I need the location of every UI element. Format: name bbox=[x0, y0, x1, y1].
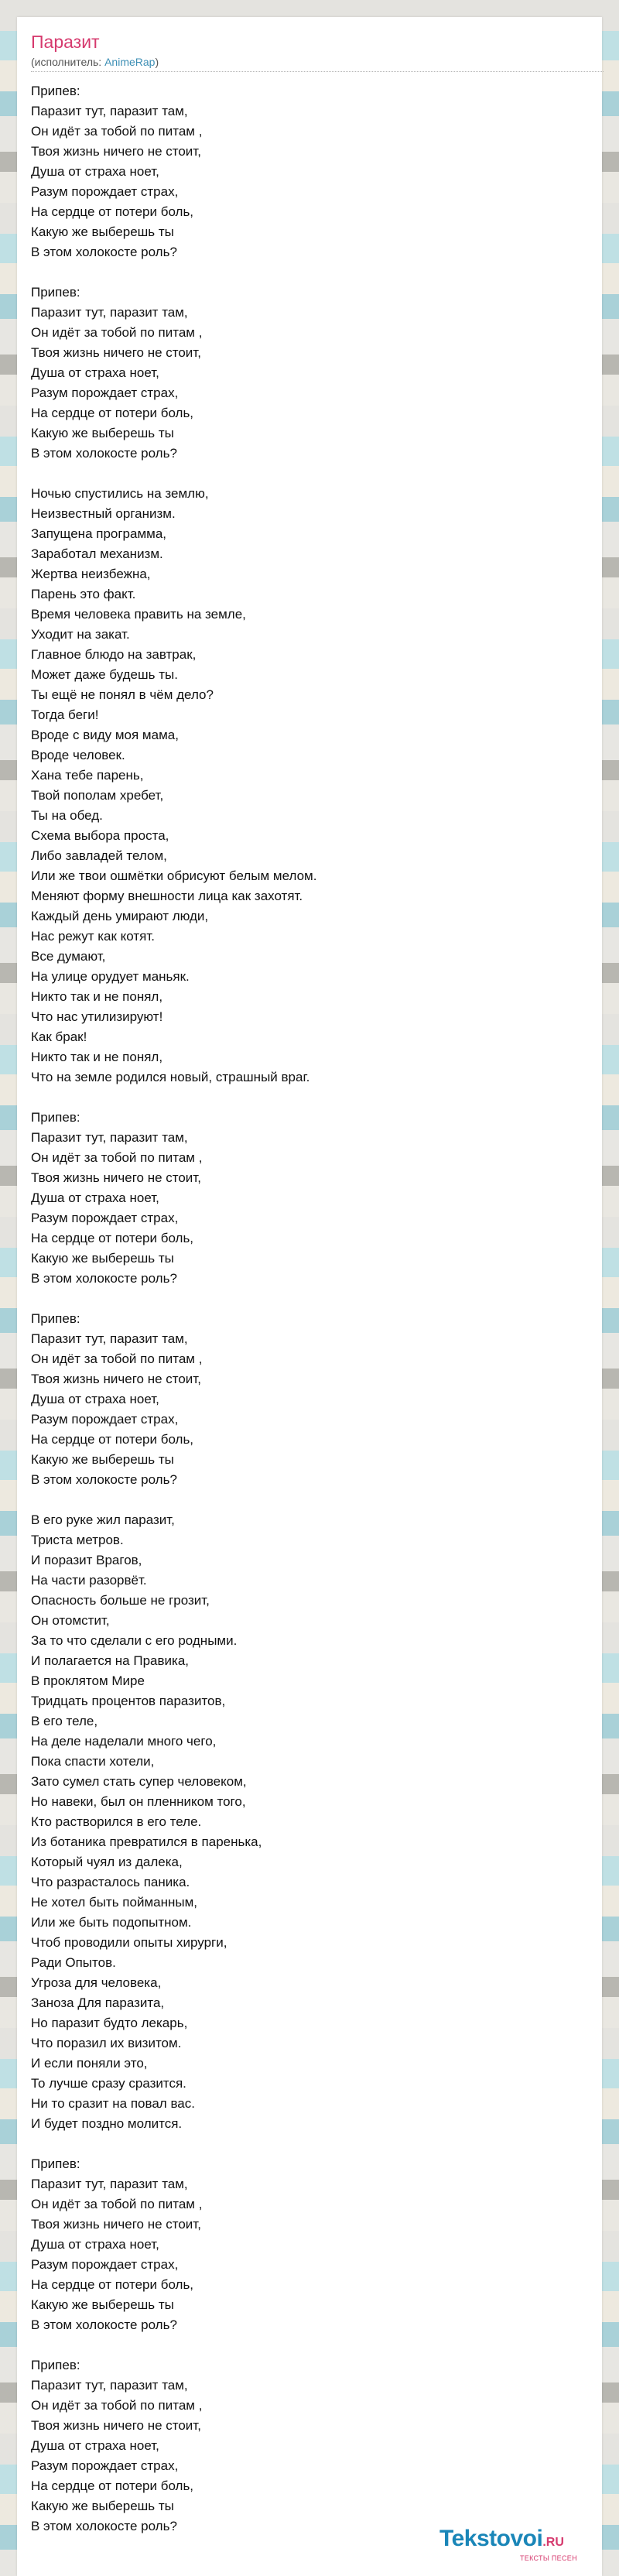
stanza-gap bbox=[31, 464, 588, 484]
lyric-line: На сердце от потери боль, bbox=[31, 204, 194, 219]
lyric-line: Душа от страха ноет, bbox=[31, 365, 159, 380]
lyric-line: Может даже будешь ты. bbox=[31, 667, 178, 682]
lyric-line: Душа от страха ноет, bbox=[31, 1190, 159, 1205]
lyric-line: Разум порождает страх, bbox=[31, 1412, 179, 1427]
performer-link[interactable]: AnimeRap bbox=[104, 56, 156, 68]
lyric-line: Главное блюдо на завтрак, bbox=[31, 647, 197, 662]
stanza-gap bbox=[31, 2134, 588, 2154]
lyric-line: Все думают, bbox=[31, 949, 106, 964]
lyric-line: Твой пополам хребет, bbox=[31, 788, 164, 803]
lyric-line: Что поразил их визитом. bbox=[31, 2036, 182, 2050]
lyric-line: Ради Опытов. bbox=[31, 1955, 116, 1970]
lyric-line: Припев: bbox=[31, 84, 80, 98]
lyric-line: Разум порождает страх, bbox=[31, 2257, 179, 2272]
stanza-gap bbox=[31, 2335, 588, 2355]
lyric-line: Твоя жизнь ничего не стоит, bbox=[31, 2418, 201, 2433]
lyric-line: Никто так и не понял, bbox=[31, 1050, 163, 1064]
lyric-line: И полагается на Правика, bbox=[31, 1653, 190, 1668]
lyric-line: Или же быть подопытном. bbox=[31, 1915, 192, 1930]
lyric-line: Твоя жизнь ничего не стоит, bbox=[31, 1170, 201, 1185]
lyric-line: Зато сумел стать супер человеком, bbox=[31, 1774, 247, 1789]
lyric-line: Хана тебе парень, bbox=[31, 768, 144, 783]
lyric-line: Он идёт за тобой по питам , bbox=[31, 2398, 203, 2413]
lyric-line: В этом холокосте роль? bbox=[31, 2519, 177, 2533]
lyric-line: Тогда беги! bbox=[31, 707, 99, 722]
lyric-line: На части разорвёт. bbox=[31, 1573, 147, 1588]
lyric-line: Паразит тут, паразит там, bbox=[31, 2177, 188, 2191]
lyric-line: Разум порождает страх, bbox=[31, 1211, 179, 1225]
lyric-line: В этом холокосте роль? bbox=[31, 245, 177, 259]
lyric-line: Душа от страха ноет, bbox=[31, 2237, 159, 2252]
lyric-line: Паразит тут, паразит там, bbox=[31, 104, 188, 118]
lyric-line: Заработал механизм. bbox=[31, 546, 163, 561]
lyric-line: Ни то сразит на повал вас. bbox=[31, 2096, 195, 2111]
performer-line bbox=[31, 55, 159, 69]
lyric-line: Каждый день умирают люди, bbox=[31, 909, 209, 923]
lyric-line: Паразит тут, паразит там, bbox=[31, 2378, 188, 2393]
logo-wordmark: Tekstovoi bbox=[439, 2526, 543, 2551]
lyric-line: В этом холокосте роль? bbox=[31, 1472, 177, 1487]
lyric-line: Триста метров. bbox=[31, 1533, 124, 1547]
stanza-gap bbox=[31, 1490, 588, 1510]
lyric-line: Никто так и не понял, bbox=[31, 989, 163, 1004]
lyric-line: Который чуял из далека, bbox=[31, 1855, 183, 1869]
lyric-line: Схема выбора проста, bbox=[31, 828, 169, 843]
lyric-line: На деле наделали много чего, bbox=[31, 1734, 217, 1749]
lyric-line: Чтоб проводили опыты хирурги, bbox=[31, 1935, 227, 1950]
lyric-line: На улице орудует маньяк. bbox=[31, 969, 190, 984]
lyric-line: Не хотел быть пойманным, bbox=[31, 1895, 197, 1910]
lyric-line: И поразит Врагов, bbox=[31, 1553, 142, 1567]
lyric-line: На сердце от потери боль, bbox=[31, 1432, 194, 1447]
lyric-line: Парень это факт. bbox=[31, 587, 136, 601]
lyric-line: Опасность больше не грозит, bbox=[31, 1593, 210, 1608]
lyric-line: Угроза для человека, bbox=[31, 1975, 162, 1990]
lyric-line: За то что сделали с его родными. bbox=[31, 1633, 238, 1648]
lyric-line: Что нас утилизируют! bbox=[31, 1009, 163, 1024]
logo-domain: .RU bbox=[542, 2536, 564, 2549]
lyric-line: В этом холокосте роль? bbox=[31, 2317, 177, 2332]
lyric-line: Вроде человек. bbox=[31, 748, 125, 762]
lyric-line: Он идёт за тобой по питам , bbox=[31, 2197, 203, 2211]
performer-prefix: (исполнитель: bbox=[31, 56, 105, 68]
lyric-line: Припев: bbox=[31, 1311, 80, 1326]
lyric-line: И будет поздно молится. bbox=[31, 2116, 183, 2131]
lyric-line: Ты ещё не понял в чём дело? bbox=[31, 687, 214, 702]
lyric-line: Что на земле родился новый, страшный враг. bbox=[31, 1070, 310, 1084]
site-logo[interactable] bbox=[439, 2526, 577, 2562]
lyric-line: Припев: bbox=[31, 1110, 80, 1125]
stanza-gap bbox=[31, 1289, 588, 1309]
lyric-line: Паразит тут, паразит там, bbox=[31, 1331, 188, 1346]
lyric-line: На сердце от потери боль, bbox=[31, 2277, 194, 2292]
lyric-line: Припев: bbox=[31, 2358, 80, 2372]
lyric-line: Неизвестный организм. bbox=[31, 506, 176, 521]
logo-tagline: ТЕКСТЫ ПЕСЕН bbox=[520, 2554, 577, 2562]
lyric-line: Какую же выберешь ты bbox=[31, 2297, 174, 2312]
lyric-line: Либо завладей телом, bbox=[31, 848, 167, 863]
lyric-line: Меняют форму внешности лица как захотят. bbox=[31, 889, 303, 903]
lyric-line: Припев: bbox=[31, 2156, 80, 2171]
lyric-line: Кто растворился в его теле. bbox=[31, 1814, 202, 1829]
lyric-line: На сердце от потери боль, bbox=[31, 406, 194, 420]
lyric-line: Разум порождает страх, bbox=[31, 385, 179, 400]
lyric-line: В его руке жил паразит, bbox=[31, 1512, 175, 1527]
lyric-line: На сердце от потери боль, bbox=[31, 1231, 194, 1245]
lyric-line: Пока спасти хотели, bbox=[31, 1754, 155, 1769]
lyric-line: Тридцать процентов паразитов, bbox=[31, 1694, 226, 1708]
lyrics-text bbox=[31, 81, 588, 2537]
lyrics-page bbox=[17, 17, 602, 2576]
lyric-line: Твоя жизнь ничего не стоит, bbox=[31, 2217, 201, 2232]
lyric-line: Нас режут как котят. bbox=[31, 929, 155, 944]
lyric-line: Паразит тут, паразит там, bbox=[31, 305, 188, 320]
lyric-line: В этом холокосте роль? bbox=[31, 1271, 177, 1286]
lyric-line: В проклятом Мире bbox=[31, 1673, 145, 1688]
lyric-line: Какую же выберешь ты bbox=[31, 2499, 174, 2513]
lyric-line: Он идёт за тобой по питам , bbox=[31, 325, 203, 340]
lyric-line: Какую же выберешь ты bbox=[31, 1251, 174, 1266]
lyric-line: Душа от страха ноет, bbox=[31, 2438, 159, 2453]
lyric-line: Твоя жизнь ничего не стоит, bbox=[31, 345, 201, 360]
lyric-line: Из ботаника превратился в паренька, bbox=[31, 1834, 262, 1849]
lyric-line: Разум порождает страх, bbox=[31, 184, 179, 199]
lyric-line: Он идёт за тобой по питам , bbox=[31, 1150, 203, 1165]
lyric-line: Как брак! bbox=[31, 1029, 87, 1044]
lyric-line: Заноза Для паразита, bbox=[31, 1995, 165, 2010]
lyric-line: И если поняли это, bbox=[31, 2056, 148, 2071]
title-divider bbox=[31, 71, 604, 72]
lyric-line: Душа от страха ноет, bbox=[31, 1392, 159, 1406]
lyric-line: В его теле, bbox=[31, 1714, 98, 1728]
lyric-line: Что разрасталось паника. bbox=[31, 1875, 190, 1889]
lyric-line: Уходит на закат. bbox=[31, 627, 130, 642]
lyric-line: В этом холокосте роль? bbox=[31, 446, 177, 461]
lyric-line: Твоя жизнь ничего не стоит, bbox=[31, 144, 201, 159]
lyric-line: Твоя жизнь ничего не стоит, bbox=[31, 1372, 201, 1386]
lyric-line: Он идёт за тобой по питам , bbox=[31, 1351, 203, 1366]
lyric-line: Запущена программа, bbox=[31, 526, 167, 541]
lyric-line: Припев: bbox=[31, 285, 80, 300]
lyric-line: То лучше сразу сразится. bbox=[31, 2076, 186, 2091]
lyric-line: Он идёт за тобой по питам , bbox=[31, 124, 203, 139]
lyric-line: Вроде с виду моя мама, bbox=[31, 728, 179, 742]
song-title: Паразит bbox=[31, 32, 100, 52]
lyric-line: Какую же выберешь ты bbox=[31, 224, 174, 239]
lyric-line: Жертва неизбежна, bbox=[31, 567, 151, 581]
lyric-line: Какую же выберешь ты bbox=[31, 426, 174, 440]
lyric-line: Какую же выберешь ты bbox=[31, 1452, 174, 1467]
lyric-line: Время человека править на земле, bbox=[31, 607, 246, 622]
lyric-line: Или же твои ошмётки обрисуют белым мелом. bbox=[31, 868, 317, 883]
stanza-gap bbox=[31, 262, 588, 283]
lyric-line: На сердце от потери боль, bbox=[31, 2478, 194, 2493]
lyric-line: Паразит тут, паразит там, bbox=[31, 1130, 188, 1145]
stanza-gap bbox=[31, 1088, 588, 1108]
lyric-line: Он отомстит, bbox=[31, 1613, 110, 1628]
performer-suffix: ) bbox=[155, 56, 159, 68]
lyric-line: Ты на обед. bbox=[31, 808, 103, 823]
lyric-line: Душа от страха ноет, bbox=[31, 164, 159, 179]
lyric-line: Ночью спустились на землю, bbox=[31, 486, 209, 501]
lyric-line: Разум порождает страх, bbox=[31, 2458, 179, 2473]
lyric-line: Но паразит будто лекарь, bbox=[31, 2016, 188, 2030]
lyric-line: Но навеки, был он пленником того, bbox=[31, 1794, 246, 1809]
